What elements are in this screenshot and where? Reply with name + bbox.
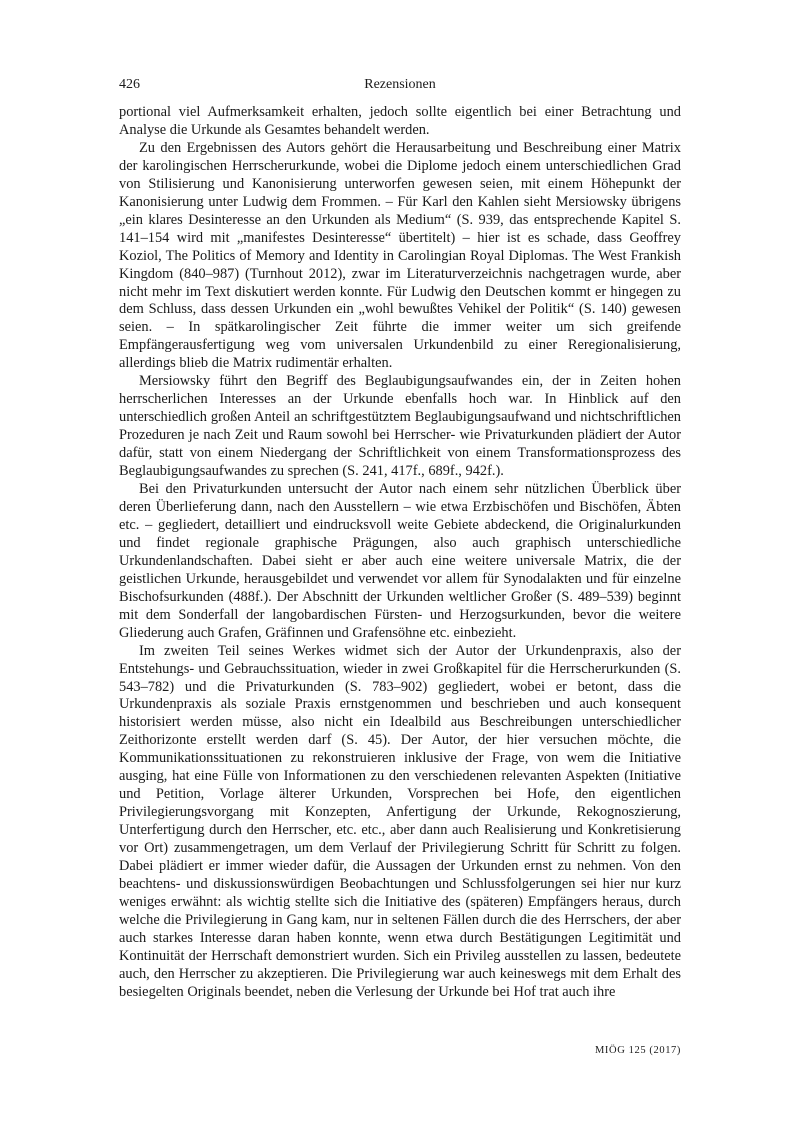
paragraph: Bei den Privaturkunden untersucht der Autor nach einem sehr nützlichen Überblick über deren Überlieferung dann, nach den Ausstellern – wie etwa Erzbischöfen und Bischöfen, Äbten etc. – gegliedert, detailliert und eindrucksvoll weite Gebiete abdeckend, die Originalurkunden und findet regionale graphische Prägungen, also auch graphisch unterschiedliche Urkundenlandschaften. Dabei sieht er aber auch eine weitere universale Matrix, die der geistlichen Urkunde, herausgebildet und verwendet vor allem für Synodalakten und für einzelne Bischofsurkunden (488f.). Der Abschnitt der Urkunden weltlicher Großer (S. 489–539) beginnt mit dem Sonderfall der langobardischen Fürsten- und Herzogsurkunden, bevor die weitere Gliederung auch Grafen, Gräfinnen und Grafensöhne etc. einbezieht.: [119, 481, 681, 641]
running-head: Rezensionen: [364, 77, 436, 92]
page-number: 426: [119, 77, 140, 92]
paragraph: portional viel Aufmerksamkeit erhalten, jedoch sollte eigentlich bei einer Betrachtung und Analyse die Urkunde als Gesamtes behandelt werden.: [119, 104, 681, 138]
journal-reference: MIÖG 125 (2017): [595, 1045, 681, 1056]
paragraph: Zu den Ergebnissen des Autors gehört die Herausarbeitung und Beschreibung einer Matrix der karolingischen Herrscherurkunde, wobei die Diplome jedoch einem unterschiedlichen Grad von Stilisierung und Kanonisierung unterworfen gewesen seien, mit einem Höhepunkt der Kanonisierung unter Ludwig dem Frommen. – Für Karl den Kahlen sieht Mersiowsky übrigens „ein klares Desinteresse an den Urkunden als Medium“ (S. 939, das entsprechende Kapitel S. 141–154 wird mit „manifestes Desinteresse“ übertitelt) – hier ist es schade, dass Geoffrey Koziol, The Politics of Memory and Identity in Carolingian Royal Diplomas. The West Frankish Kingdom (840–987) (Turnhout 2012), zwar im Literaturverzeichnis nachgetragen wurde, aber nicht mehr im Text diskutiert werden konnte. Für Ludwig den Deutschen kommt er hingegen zu dem Schluss, dass dessen Urkunden ein „wohl bewußtes Vehikel der Politik“ (S. 140) gewesen seien. – In spätkarolingischer Zeit führte die immer weiter um sich greifende Empfängerausfertigung weg vom universalen Urkundenbild zu einer Reregionalisierung, allerdings blieb die Matrix rudimentär erhalten.: [119, 139, 681, 372]
body-text: [119, 104, 681, 1002]
paragraph: Im zweiten Teil seines Werkes widmet sich der Autor der Urkundenpraxis, also der Entstehungs- und Gebrauchssituation, wieder in zwei Großkapitel für die Herrscherurkunden (S. 543–782) und die Privaturkunden (S. 783–902) gegliedert, wobei er betont, dass die Urkundenpraxis als soziale Praxis ernstgenommen und beschrieben und auch konsequent historisiert werden müsse, also nicht ein Idealbild aus Beschreibungen unterschiedlicher Zeithorizonte erstellt werden darf (S. 45). Der Autor, der hier versuchen möchte, die Kommunikationssituationen zu rekonstruieren inklusive der Frage, von wem die Initiative ausging, hat eine Fülle von Informationen zu den verschiedenen relevanten Aspekten (Initiative und Petition, Vorlage älterer Urkunden, Vorsprechen bei Hofe, den eigentlichen Privilegierungsvorgang mit Konzepten, Anfertigung der Urkunde, Rekognoszierung, Unterfertigung durch den Herrscher, etc. etc., aber dann auch Realisierung und Konkretisierung vor Ort) zusammengetragen, um dem Verlauf der Privilegierung Schritt für Schritt zu folgen. Dabei plädiert er immer wieder dafür, die Aussagen der Urkunden ernst zu nehmen. Von den beachtens- und diskussionswürdigen Beobachtungen und Schlussfolgerungen sei hier nur kurz weniges erwähnt: als wichtig stellte sich die Initiative des (späteren) Empfängers heraus, durch welche die Privilegierung in Gang kam, nur in seltenen Fällen durch die des Herrschers, der aber auch starkes Interesse daran haben konnte, wenn etwa durch Bestätigungen Legitimität und Kontinuität der Herrschaft demonstriert wurden. Sich ein Privileg ausstellen zu lassen, bedeutete auch, den Herrscher zu akzeptieren. Die Privilegierung war auch keineswegs mit dem Erhalt des besiegelten Originals beendet, neben die Verlesung der Urkunde bei Hof trat auch ihre: [119, 642, 681, 1000]
paragraph: Mersiowsky führt den Begriff des Beglaubigungsaufwandes ein, der in Zeiten hohen herrscherlichen Interesses an der Urkunde ebenfalls hoch war. In Hinblick auf den unterschiedlich großen Anteil an schriftgestütztem Beglaubigungsaufwand und nichtschriftlichen Prozeduren je nach Zeit und Raum sowohl bei Herrscher- wie Privaturkunden plädiert der Autor dafür, statt von einem Niedergang der Schriftlichkeit von einem Transformationsprozess des Beglaubigungsaufwandes zu sprechen (S. 241, 417f., 689f., 942f.).: [119, 373, 681, 480]
